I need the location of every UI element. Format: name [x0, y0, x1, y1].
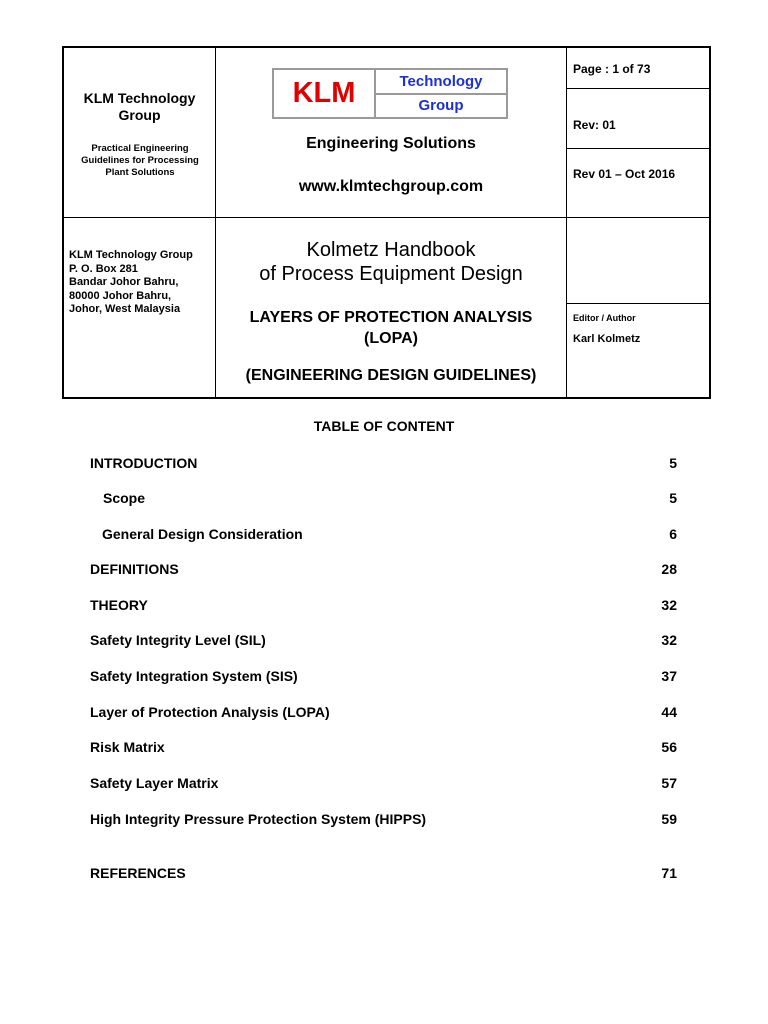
toc-page: 71 — [661, 865, 677, 881]
revision: Rev: 01 — [573, 118, 616, 132]
header-table — [62, 46, 711, 399]
logo-group-text: Group — [418, 97, 464, 115]
toc-label: Safety Integration System (SIS) — [90, 668, 298, 684]
toc-row[interactable] — [90, 704, 677, 724]
toc-row[interactable] — [90, 526, 677, 546]
toc-page: 59 — [661, 811, 677, 827]
toc-label: INTRODUCTION — [90, 455, 198, 471]
toc-row[interactable] — [90, 632, 677, 652]
toc-page: 44 — [661, 704, 677, 720]
divider — [566, 88, 709, 89]
toc-row[interactable] — [90, 668, 677, 688]
company-address — [69, 249, 193, 317]
company-tagline: Practical Engineering Guidelines for Processing Plant Solutions — [81, 143, 199, 178]
address-line: 80000 Johor Bahru, — [69, 289, 172, 302]
logo-technology-text: Technology — [376, 70, 506, 95]
toc-page: 5 — [669, 490, 677, 506]
address-line: Johor, West Malaysia — [69, 303, 181, 315]
toc-page: 32 — [661, 597, 677, 613]
revision-date: Rev 01 – Oct 2016 — [573, 167, 676, 181]
editor-label: Editor / Author — [573, 313, 636, 323]
toc-label: Safety Layer Matrix — [90, 775, 219, 791]
toc-row[interactable] — [90, 455, 677, 475]
website: www.klmtechgroup.com — [298, 178, 484, 195]
toc-label: Safety Integrity Level (SIL) — [90, 632, 266, 648]
engineering-solutions: Engineering Solutions — [306, 135, 476, 152]
page-number: Page : 1 of 73 — [573, 62, 651, 76]
divider — [64, 217, 709, 218]
handbook-title-line2: of Process Equipment Design — [259, 263, 523, 285]
handbook-title-line1: Kolmetz Handbook — [306, 239, 476, 261]
logo-klm-text: KLM — [274, 70, 376, 117]
editor-name: Karl Kolmetz — [573, 333, 641, 345]
toc-row[interactable] — [90, 597, 677, 617]
toc-row[interactable] — [90, 775, 677, 795]
toc-label: THEORY — [90, 597, 148, 613]
document-title-line2: (LOPA) — [364, 330, 418, 347]
document-subtitle: (ENGINEERING DESIGN GUIDELINES) — [245, 367, 537, 384]
divider — [566, 48, 567, 397]
toc-label: High Integrity Pressure Protection System (HIPPS) — [90, 811, 427, 827]
toc-row[interactable] — [90, 561, 677, 581]
toc-label: DEFINITIONS — [90, 561, 179, 577]
toc-label: Layer of Protection Analysis (LOPA) — [90, 704, 330, 720]
toc-page: 32 — [661, 632, 677, 648]
toc-label: Scope — [103, 490, 146, 506]
toc-title: TABLE OF CONTENT — [313, 418, 455, 434]
toc-page: 37 — [661, 668, 677, 684]
toc-page: 28 — [661, 561, 677, 577]
toc-row[interactable] — [90, 739, 677, 759]
toc-page: 57 — [661, 775, 677, 791]
toc-row[interactable] — [90, 811, 677, 831]
toc-page: 5 — [669, 455, 677, 471]
toc-label: General Design Consideration — [102, 526, 303, 542]
toc-row[interactable] — [90, 865, 677, 885]
toc-label: Risk Matrix — [90, 739, 165, 755]
document-title-line1: LAYERS OF PROTECTION ANALYSIS — [249, 309, 533, 326]
toc-row[interactable] — [90, 490, 677, 510]
divider — [566, 303, 709, 304]
toc-page: 6 — [669, 526, 677, 542]
company-logo — [272, 68, 508, 119]
toc-label: REFERENCES — [90, 865, 186, 881]
address-line: KLM Technology Group — [69, 249, 193, 261]
toc-page: 56 — [661, 739, 677, 755]
company-name: KLM Technology Group — [83, 90, 196, 123]
address-line: Bandar Johor Bahru, — [69, 276, 179, 288]
address-line: P. O. Box 281 — [69, 262, 138, 275]
divider — [566, 148, 709, 149]
